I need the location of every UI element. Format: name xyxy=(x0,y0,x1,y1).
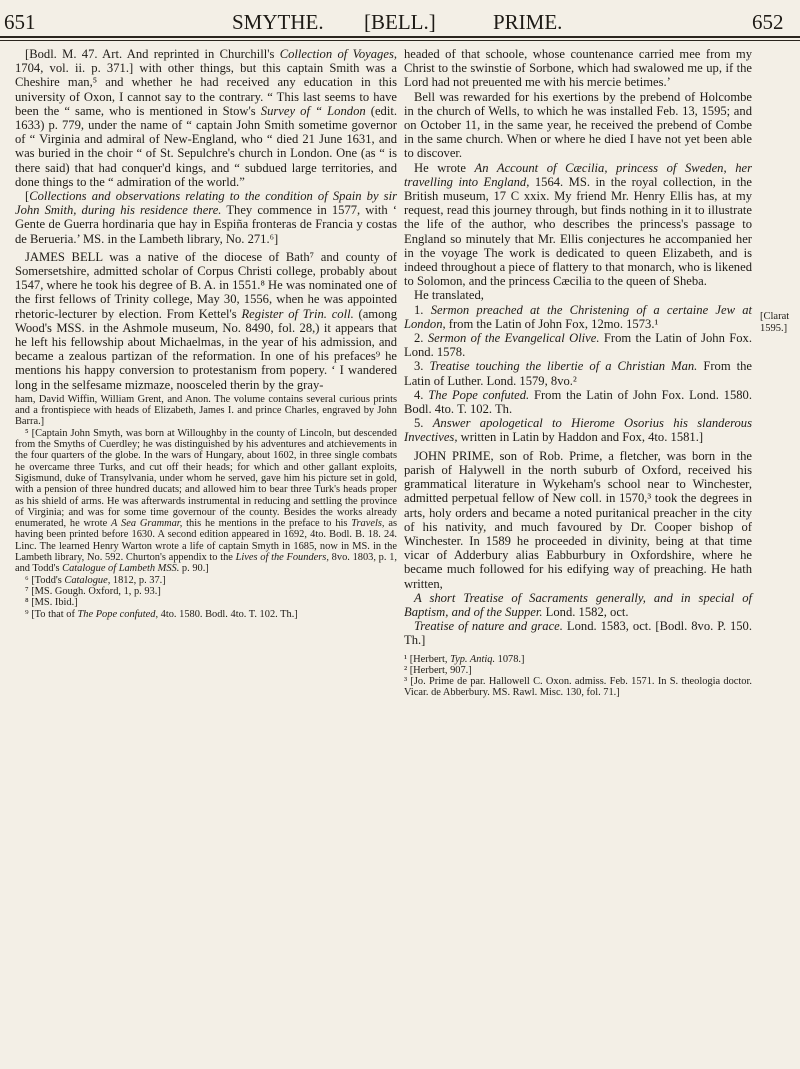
running-head-mid: [BELL.] xyxy=(364,10,436,34)
header-rule-thin xyxy=(0,40,800,41)
margin-note: [Clarat 1595.] xyxy=(760,311,790,334)
page-header xyxy=(0,0,800,40)
work-item-5: 5. Answer apologetical to Hierome Osorius his slanderous Invectives, written in Latin by Haddon and Fox, 4to. 1581.] xyxy=(404,416,752,445)
footnote-1: ¹ [Herbert, Typ. Antiq. 1078.] xyxy=(404,653,525,665)
james-bell-paragraph: JAMES BELL was a native of the diocese of Bath⁷ and county of Somersetshire, admitted scholar of Corpus Christi college, probably about 1547, where he took his degree of B. A. in 1551.⁸ He was nominated one of the first fellows of Trinity college, May 30, 1556, when he was appointed rhetoric-lecturer by election. From Kettel's Register of Trin. coll. (among Wood's MSS. in the Ashmole museum, No. 8490, fol. 28,) it appears that he left his fellowship about Michaelmas, in the year of his admission, and became a zealous partizan of the reformation. In one of his prefaces⁹ he mentions his happy conversion to protestanism from popery. ‘ I wandered long in the selfesame mizmaze, noosceled therin by the gray- xyxy=(15,249,397,392)
right-footnotes xyxy=(404,654,752,699)
running-head-left: SMYTHE. xyxy=(232,10,324,34)
footnote-continued: ham, David Wiffin, William Grent, and Anon. The volume contains several curious prints and a frontispiece with heads of Elizabeth, James I. and prince Charles, engraved by John Barra.] xyxy=(15,393,397,428)
footnote-5: ⁵ [Captain John Smyth, was born at Willoughby in the county of Lincoln, but descended from the Smyths of Cuerdley; he was distinguished by his adventures and atchievements in the four quarters of the globe. In the wars of Hungary, about 1602, in three single combats he overcame three Turks, and cut off their heads; for which and other gallant exploits, Sigismund, duke of Transylvania, under whom he served, gave him his picture set in gold, with a pension of three hundred ducats; and allowed him to bear three Turk's heads proper as his shield of arms. He was afterwards instrumental in reducing and settling the province of Virginia; and was for some time governour of the county. Besides the works already enumerated, he wrote A Sea Grammar, this he mentions in the preface to his Travels, as having been printed before 1630. A second edition appeared in 1692, 4to. Bodl. B. 18. 24. Linc. The learned Henry Warton wrote a life of captain Smyth in 1685, now in MS. in the Lambeth library, No. 592. Churton's appendix to the Lives of the Founders, 8vo. 1803, p. 1, and Todd's Catalogue of Lambeth MSS. p. 90.] xyxy=(15,427,397,575)
work-item-4: 4. The Pope confuted. From the Latin of John Fox. Lond. 1580. Bodl. 4to. T. 102. Th. xyxy=(404,387,753,417)
footnote-8: ⁸ [MS. Ibid.] xyxy=(25,597,78,609)
work-item-1: 1. Sermon preached at the Christening of a certaine Jew at London, from the Latin of John Fox, 12mo. 1573.¹ xyxy=(404,302,753,331)
footnote-3: ³ [Jo. Prime de par. Hallowell C. Oxon. admiss. Feb. 1571. In S. theologia doctor. Vicar. de Abberbury. MS. Rawl. Misc. 130, fol. 71.] xyxy=(404,676,752,699)
prime-work-2: Treatise of nature and grace. Lond. 1583, oct. [Bodl. 8vo. P. 150. Th.] xyxy=(404,619,753,648)
left-column xyxy=(15,47,397,620)
work-item-3: 3. Treatise touching the libertie of a Christian Man. From the Latin of Luther. Lond. 1579, 8vo.² xyxy=(404,359,753,388)
footnote-2: ² [Herbert, 907.] xyxy=(404,664,472,676)
footnote-6: ⁶ [Todd's Catalogue, 1812, p. 37.] xyxy=(25,574,166,586)
smith-paragraph: [Bodl. M. 47. Art. And reprinted in Churchill's Collection of Voyages, 1704, vol. ii. p. 371.] with other things, but this captain Smith was a Cheshire man,⁵ and whether he had received any education in this university of Oxon, I cannot say to the contrary. “ This last seems to have been the “ same, who is mentioned in Stow's Survey of “ London (edit. 1633) p. 779, under the name of “ captain John Smith sometime governor of “ Virginia and admiral of New-England, who “ died 21 June 1631, and was buried in the choir “ of St. Sepulchre's church in London. One (as “ is there said) that had conquer'd kings, and “ subdued large territories, and done things to the “ admiration of the world.” xyxy=(15,47,398,189)
left-footnotes xyxy=(15,394,397,620)
page-number-left: 651 xyxy=(4,10,36,34)
bell-wrote-paragraph: He wrote An Account of Cæcilia, princess of Sweden, her travelling into England, 1564. MS. in the royal collection, in the British museum, 17 C xxix. My friend Mr. Henry Ellis has, at my request, read this journey through, but finds nothing in it to illustrate the life of the author, who describes the princess's passage to England so minutely that Mr. Ellis conjectures he accompanied her in the voyage The work is dedicated to queen Elizabeth, and is indeed throughout a piece of flattery to that monarch, who is likened to Solomon, and the princess Cæcilia to the queen of Sheba. xyxy=(404,160,753,289)
bell-quote-continued: headed of that schoole, whose countenance carried mee from my Christ to the swinstie of Sorbone, which had swalowed me up, if the Lord had not preuented me with his mercie betimes.’ xyxy=(404,47,752,90)
header-rule xyxy=(0,36,800,38)
translated-heading: He translated, xyxy=(414,288,484,303)
footnote-7: ⁷ [MS. Gough. Oxford, 1, p. 93.] xyxy=(25,585,161,597)
footnote-9: ⁹ [To that of The Pope confuted, 4to. 1580. Bodl. 4to. T. 102. Th.] xyxy=(25,608,298,620)
running-head-right: PRIME. xyxy=(493,10,563,34)
collections-paragraph: [Collections and observations relating to the condition of Spain by sir John Smith, during his residence there. They commence in 1577, with ‘ Gente de Guerra hordinaria que hay in Espiña fronteras de Francia y costas de Berueria.’ MS. in the Lambeth library, No. 271.⁶] xyxy=(15,189,397,246)
bell-rewarded-paragraph: Bell was rewarded for his exertions by the prebend of Holcombe in the church of Wells, to which he was installed Feb. 13, 1595; and on October 11, in the same year, he received the prebend of Combe in the same church. When or where he died I have not yet been able to discover. xyxy=(404,89,752,161)
prime-work-1: A short Treatise of Sacraments generally, and in special of Baptism, and of the Supper. Lond. 1582, oct. xyxy=(404,590,752,619)
john-prime-paragraph: JOHN PRIME, son of Rob. Prime, a fletcher, was born in the parish of Halywell in the north suburb of Oxford, received his grammatical literature in Wykeham's school near to Winchester, admitted perpetual fellow of New coll. in 1570,³ took the degrees in arts, holy orders and became a noted puritanical preacher in the city of his nativity, and much favoured by Dr. Cooper bishop of Winchester. In 1589 he proceeded in divinity, being at that time vicar of Adderbury alias Eabburbury in Oxfordshire, where he became much followed for his edifying way of preaching. He hath written, xyxy=(404,448,752,591)
work-item-2: 2. Sermon of the Evangelical Olive. From the Latin of John Fox. Lond. 1578. xyxy=(404,331,752,360)
right-column xyxy=(404,47,752,699)
page-number-right: 652 xyxy=(752,10,784,34)
